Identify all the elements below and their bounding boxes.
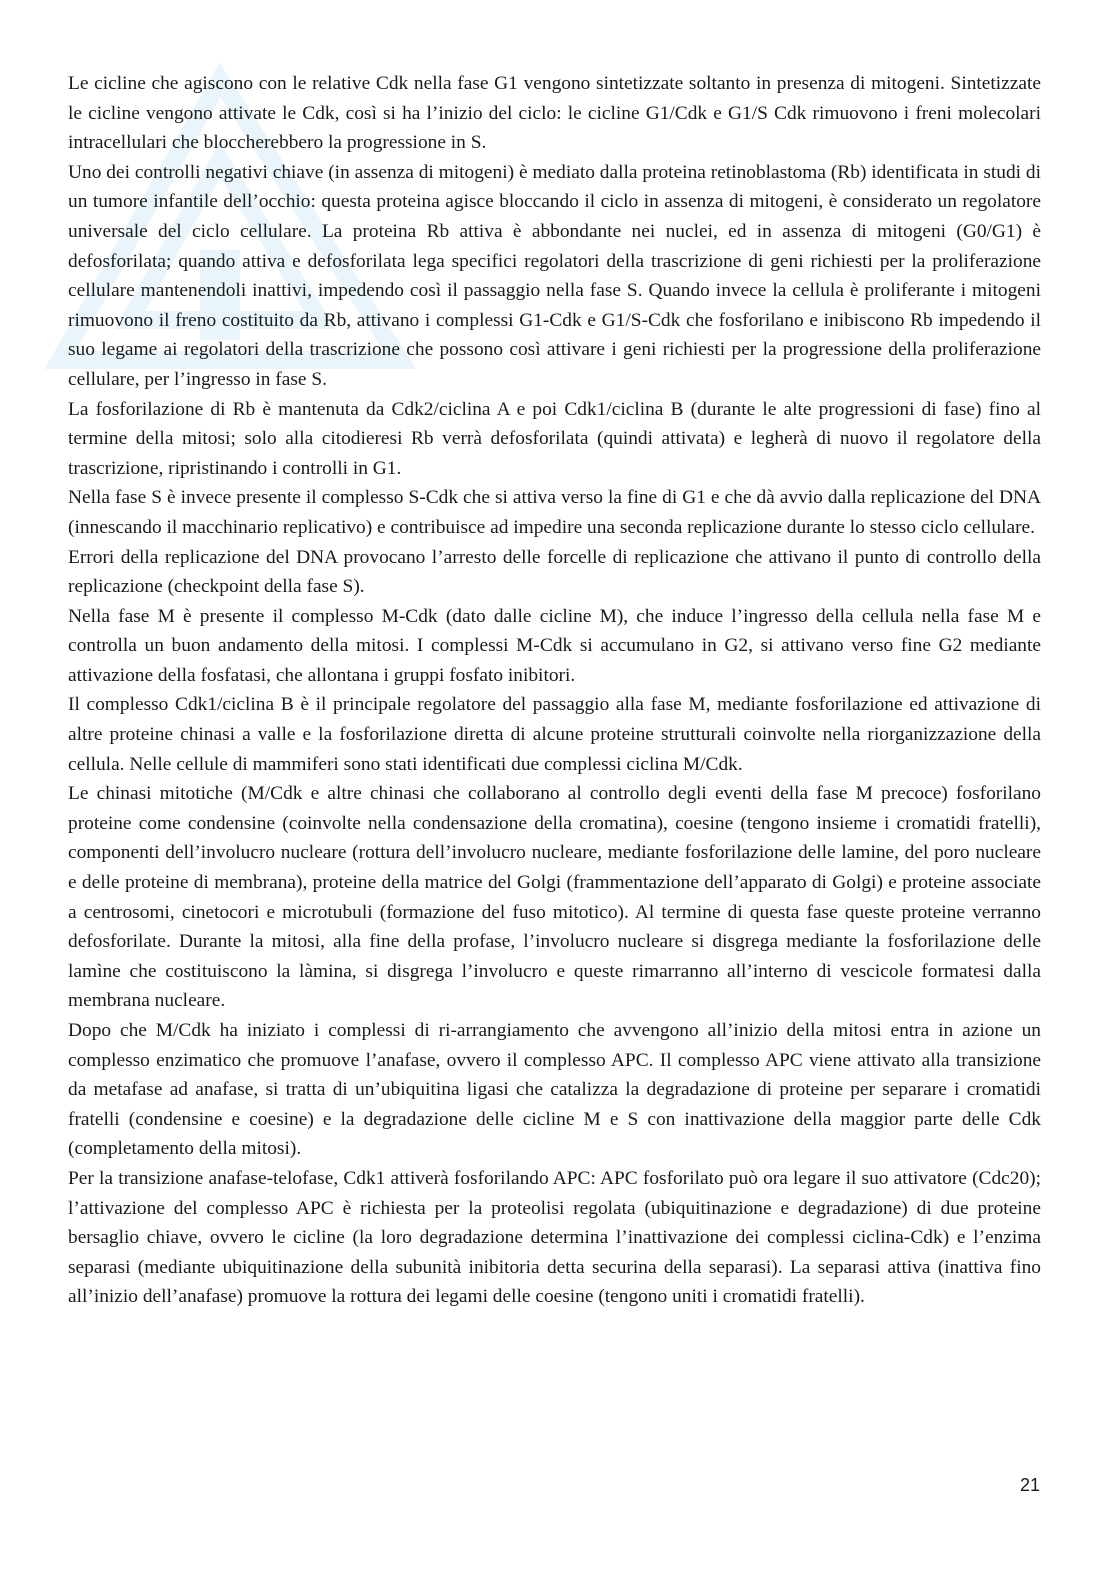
paragraph-fosforilazione-rb: La fosforilazione di Rb è mantenuta da Cdk2/ciclina A e poi Cdk1/ciclina B (durante le alte progressioni di fase) fino al termine della mitosi; solo alla citodieresi Rb verrà defosforilata (quindi attivata) e legherà di nuovo il regolatore della trascrizione, ripristinando i controlli in G1. [68,398,1041,479]
paragraph-errori-replicazione: Errori della replicazione del DNA provocano l’arresto delle forcelle di replicazione che attivano il punto di controllo della replicazione (checkpoint della fase S). [68,546,1041,598]
document-body [68,69,1041,1312]
paragraph-cdk1-ciclina-b: Il complesso Cdk1/ciclina B è il principale regolatore del passaggio alla fase M, mediante fosforilazione ed attivazione di altre proteine chinasi a valle e la fosforilazione diretta di alcune proteine strutturali coinvolte nella riorganizzazione della cellula. Nelle cellule di mammiferi sono stati identificati due complessi ciclina M/Cdk. [68,694,1041,775]
paragraph-retinoblastoma: Uno dei controlli negativi chiave (in assenza di mitogeni) è mediato dalla proteina retinoblastoma (Rb) identificata in studi di un tumore infantile dell’occhio: questa proteina agisce bloccando il ciclo in assenza di mitogeni, è considerato un regolatore universale del ciclo cellulare. La proteina Rb attiva è abbondante nei nuclei, ed in assenza di mitogeni (G0/G1) è defosforilata; quando attiva e defosforilata lega specifici regolatori della trascrizione di geni richiesti per la proliferazione cellulare mantenendoli inattivi, impedendo così il passaggio nella fase S. Quando invece la cellula è proliferante i mitogeni rimuovono il freno costituito da Rb, attivano i complessi G1-Cdk e G1/S-Cdk che fosforilano e inibiscono Rb impedendo il suo legame ai regolatori della trascrizione che possono così attivare i geni richiesti per la progressione della proliferazione cellulare, per l’ingresso in fase S. [68,161,1041,390]
paragraph-cicline-g1: Le cicline che agiscono con le relative Cdk nella fase G1 vengono sintetizzate soltanto in presenza di mitogeni. Sintetizzate le cicline vengono attivate le Cdk, così si ha l’inizio del ciclo: le cicline G1/Cdk e G1/S Cdk rimuovono i freni molecolari intracellulari che bloccherebbero la progressione in S. [68,73,1041,154]
paragraph-chinasi-mitotiche: Le chinasi mitotiche (M/Cdk e altre chinasi che collaborano al controllo degli eventi della fase M precoce) fosforilano proteine come condensine (coinvolte nella condensazione della cromatina), coesine (tengono insieme i cromatidi fratelli), componenti dell’involucro nucleare (rottura dell’involucro nucleare, mediante fosforilazione delle lamine, del poro nucleare e delle proteine di membrana), proteine della matrice del Golgi (frammentazione dell’apparato di Golgi) e proteine associate a centrosomi, cinetocori e microtubuli (formazione del fuso mitotico). Al termine di questa fase queste proteine verranno defosforilate. Durante la mitosi, alla fine della profase, l’involucro nucleare si disgrega mediante la fosforilazione delle lamìne che costituiscono la làmina, si disgrega l’involucro e queste rimarranno all’interno di vescicole formatesi dalla membrana nucleare. [68,783,1041,1012]
page-number: 21 [1019,1475,1040,1495]
paragraph-fase-s: Nella fase S è invece presente il complesso S-Cdk che si attiva verso la fine di G1 e che dà avvio dalla replicazione del DNA (innescando il macchinario replicativo) e contribuisce ad impedire una seconda replicazione durante lo stesso ciclo cellulare. [68,487,1041,538]
paragraph-fase-m: Nella fase M è presente il complesso M-Cdk (dato dalle cicline M), che induce l’ingresso della cellula nella fase M e controlla un buon andamento della mitosi. I complessi M-Cdk si accumulano in G2, si attivano verso fine G2 mediante attivazione della fosfatasi, che allontana i gruppi fosfato inibitori. [68,605,1041,686]
paragraph-complesso-apc: Dopo che M/Cdk ha iniziato i complessi di ri-arrangiamento che avvengono all’inizio della mitosi entra in azione un complesso enzimatico che promuove l’anafase, ovvero il complesso APC. Il complesso APC viene attivato alla transizione da metafase ad anafase, si tratta di un’ubiquitina ligasi che catalizza la degradazione di proteine per separare i cromatidi fratelli (condensine e coesine) e la degradazione delle cicline M e S con inattivazione della maggior parte delle Cdk (completamento della mitosi). [68,1020,1041,1160]
paragraph-anafase-telofase: Per la transizione anafase-telofase, Cdk1 attiverà fosforilando APC: APC fosforilato può ora legare il suo attivatore (Cdc20); l’attivazione del complesso APC è richiesta per la proteolisi regolata (ubiquitinazione e degradazione) di due proteine bersaglio chiave, ovvero le cicline (la loro degradazione determina l’inattivazione dei complessi ciclina-Cdk) e l’enzima separasi (mediante ubiquitinazione della subunità inibitoria detta securina della separasi). La separasi attiva (inattiva fino all’inizio dell’anafase) promuove la rottura dei legami delle coesine (tengono uniti i cromatidi fratelli). [68,1167,1041,1308]
